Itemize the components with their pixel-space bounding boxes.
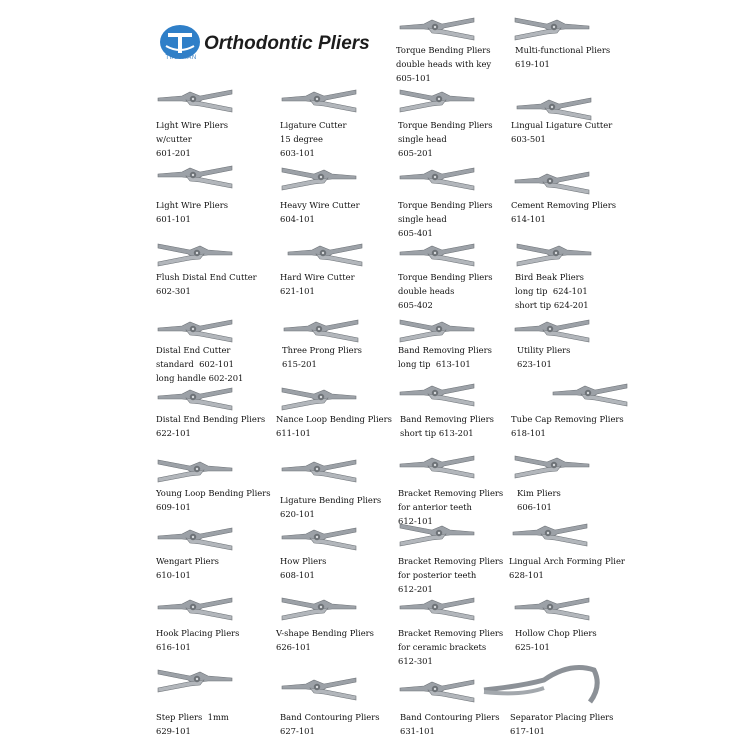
plier-image (156, 456, 234, 488)
plier-image (286, 240, 364, 272)
plier-image (513, 594, 591, 626)
item-label: Torque Bending Pliers double heads with key 605-101 (396, 45, 492, 83)
item-label: Utility Pliers 623-101 (517, 345, 571, 369)
item-label: Bracket Removing Pliers for anterior teeth 612-101 (398, 488, 504, 526)
item-label: Lingual Arch Forming Plier 628-101 (509, 556, 625, 580)
item-label: Band Removing Pliers short tip 613-201 (400, 414, 494, 438)
plier-image (513, 14, 591, 46)
item-label: Hollow Chop Pliers 625-101 (515, 628, 597, 652)
item-label: Ligature Bending Pliers 620-101 (280, 495, 382, 519)
plier-image (156, 666, 234, 698)
plier-image (511, 520, 589, 552)
item-label: Flush Distal End Cutter 602-301 (156, 272, 257, 296)
item-label: Torque Bending Pliers single head 605-401 (398, 200, 493, 238)
plier-image (551, 380, 629, 412)
item-label: Kim Pliers 606-101 (517, 488, 561, 512)
item-label: Multi-functional Pliers 619-101 (515, 45, 611, 69)
item-label: Torque Bending Pliers double heads 605-402 (398, 272, 493, 310)
page-title: Orthodontic Pliers (204, 33, 370, 54)
plier-image (515, 240, 593, 272)
plier-image (398, 676, 476, 708)
item-label: Hook Placing Pliers 616-101 (156, 628, 240, 652)
plier-image (482, 656, 607, 710)
item-label: Bracket Removing Pliers for ceramic brackets 612-301 (398, 628, 504, 666)
plier-image (280, 456, 358, 488)
item-label: Light Wire Pliers 601-101 (156, 200, 229, 224)
item-label: Young Loop Bending Pliers 609-101 (156, 488, 271, 512)
item-label: Distal End Bending Pliers 622-101 (156, 414, 266, 438)
item-label: Step Pliers 1mm 629-101 (156, 712, 229, 736)
item-label: How Pliers 608-101 (280, 556, 327, 580)
plier-image (513, 168, 591, 200)
item-label: Separator Placing Pliers 617-101 (510, 712, 614, 736)
item-label: Bird Beak Pliers long tip 624-101 short tip 624-201 (515, 272, 589, 310)
item-label: Wengart Pliers 610-101 (156, 556, 219, 580)
plier-image (513, 452, 591, 484)
plier-image (156, 162, 234, 194)
plier-image (156, 524, 234, 556)
item-label: Light Wire Pliers w/cutter 601-201 (156, 120, 229, 158)
plier-image (398, 594, 476, 626)
plier-image (398, 240, 476, 272)
plier-image (280, 164, 358, 196)
item-label: Tube Cap Removing Pliers 618-101 (511, 414, 624, 438)
item-label: Distal End Cutter standard 602-101 long handle 602-201 (156, 345, 244, 383)
item-label: Three Prong Pliers 615-201 (282, 345, 362, 369)
plier-image (280, 524, 358, 556)
plier-image (398, 14, 476, 46)
plier-image (280, 594, 358, 626)
item-label: Torque Bending Pliers single head 605-201 (398, 120, 493, 158)
item-label: Hard Wire Cutter 621-101 (280, 272, 355, 296)
item-label: Band Removing Pliers long tip 613-101 (398, 345, 492, 369)
plier-image (156, 86, 234, 118)
plier-image (156, 594, 234, 626)
logo-text: TIANTIAN (165, 55, 197, 61)
item-label: Heavy Wire Cutter 604-101 (280, 200, 360, 224)
item-label: Band Contouring Pliers 627-101 (280, 712, 380, 736)
item-label: Ligature Cutter 15 degree 603-101 (280, 120, 347, 158)
item-label: V-shape Bending Pliers 626-101 (276, 628, 374, 652)
item-label: Bracket Removing Pliers for posterior teeth 612-201 (398, 556, 504, 594)
plier-image (398, 86, 476, 118)
plier-image (398, 452, 476, 484)
plier-image (280, 674, 358, 706)
item-label: Band Contouring Pliers 631-101 (400, 712, 500, 736)
plier-image (398, 164, 476, 196)
item-label: Cement Removing Pliers 614-101 (511, 200, 617, 224)
item-label: Lingual Ligature Cutter 603-501 (511, 120, 613, 144)
item-label: Nance Loop Bending Pliers 611-101 (276, 414, 392, 438)
plier-image (398, 520, 476, 552)
plier-image (156, 240, 234, 272)
plier-image (398, 380, 476, 412)
plier-image (280, 86, 358, 118)
